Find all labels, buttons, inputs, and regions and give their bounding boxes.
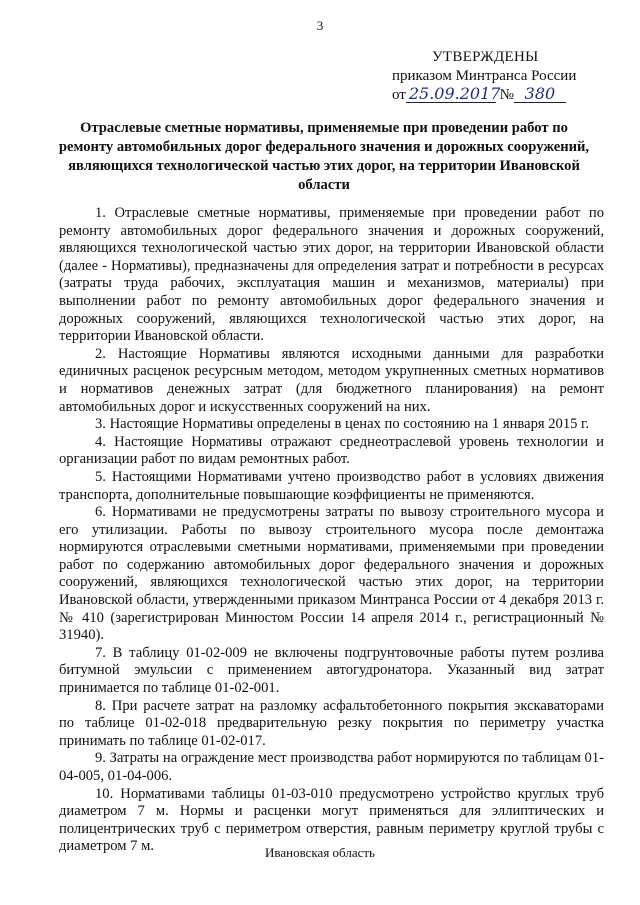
- handwritten-date: 25.09.2017: [406, 86, 496, 103]
- approval-from-label: от: [392, 87, 406, 103]
- page-number: 3: [316, 18, 324, 33]
- approval-date-line: [392, 86, 612, 105]
- paragraph-4: 4. Настоящие Нормативы отражают среднеотраслевой уровень технологии и организации работ по видам ремонтных работ.: [59, 433, 604, 468]
- approval-block: [392, 48, 612, 105]
- approval-heading: УТВЕРЖДЕНЫ: [432, 49, 539, 65]
- paragraph-10: 10. Нормативами таблицы 01-03-010 предусмотрено устройство круглых труб диаметром 7 м. Нормы и расценки могут применяться для эллиптических и полицентрических труб с периметром отверстия, равным периметру круглой трубы с диаметром 7 м.: [59, 785, 604, 855]
- approval-number-label: №: [499, 87, 514, 103]
- handwritten-order-number: 380: [514, 86, 566, 103]
- paragraph-3: 3. Настоящие Нормативы определены в ценах по состоянию на 1 января 2015 г.: [95, 416, 590, 433]
- paragraph-1: 1. Отраслевые сметные нормативы, применяемые при проведении работ по ремонту автомобильных дорог федерального значения и дорожных сооружений, являющихся технологической частью этих дорог, на территории Ивановской области (далее - Нормативы), предназначены для определения затрат и потребности в ресурсах (затраты труда рабочих, эксплуатация машин и механизмов, материалы) при выполнении работ по ремонту автомобильных дорог федерального значения и дорожных сооружений, являющихся технологической частью этих дорог, на территории Ивановской области.: [59, 205, 604, 345]
- paragraph-7: 7. В таблицу 01-02-009 не включены подгрунтовочные работы путем розлива битумной эмульсии с применением автогудронатора. Указанный вид затрат принимается по таблице 01-02-001.: [59, 644, 604, 697]
- paragraph-6: 6. Нормативами не предусмотрены затраты по вывозу строительного мусора и его утилизации. Работы по вывозу строительного мусора после демонтажа нормируются отраслевыми сметными нормативами, применяемыми при проведении работ по содержанию автомобильных дорог федерального значения и дорожных сооружений, являющихся технологической частью этих дорог, на территории Ивановской области, утвержденными приказом Минтранса России от 4 декабря 2013 г. № 410 (зарегистрирован Минюстом России 14 апреля 2014 г., регистрационный № 31940).: [59, 504, 604, 644]
- paragraph-2: 2. Настоящие Нормативы являются исходными данными для разработки единичных расценок ресурсным методом, методом укрупненных сметных нормативов и нормативов денежных затрат (для бюджетного планирования) на ремонт автомобильных дорог и искусственных сооружений на них.: [59, 345, 604, 415]
- document-title: Отраслевые сметные нормативы, применяемые при проведении работ по ремонту автомобильных дорог федерального значения и дорожных сооружений, являющихся технологической частью этих дорог, на территории Ивановской области: [58, 120, 590, 193]
- approval-order-text: приказом Минтранса России: [392, 68, 577, 84]
- paragraph-9: 9. Затраты на ограждение мест производства работ нормируются по таблицам 01-04-005, 01-04-006.: [59, 750, 604, 784]
- paragraph-5: 5. Настоящими Нормативами учтено производство работ в условиях движения транспорта, дополнительные повышающие коэффициенты не применяются.: [59, 468, 604, 503]
- paragraph-8: 8. При расчете затрат на разломку асфальтобетонного покрытия экскаваторами по таблице 01-02-018 предварительную резку покрытия по периметру участка принимать по таблице 01-02-017.: [59, 697, 604, 749]
- document-body: [59, 205, 604, 856]
- page-footer: Ивановская область: [265, 845, 375, 860]
